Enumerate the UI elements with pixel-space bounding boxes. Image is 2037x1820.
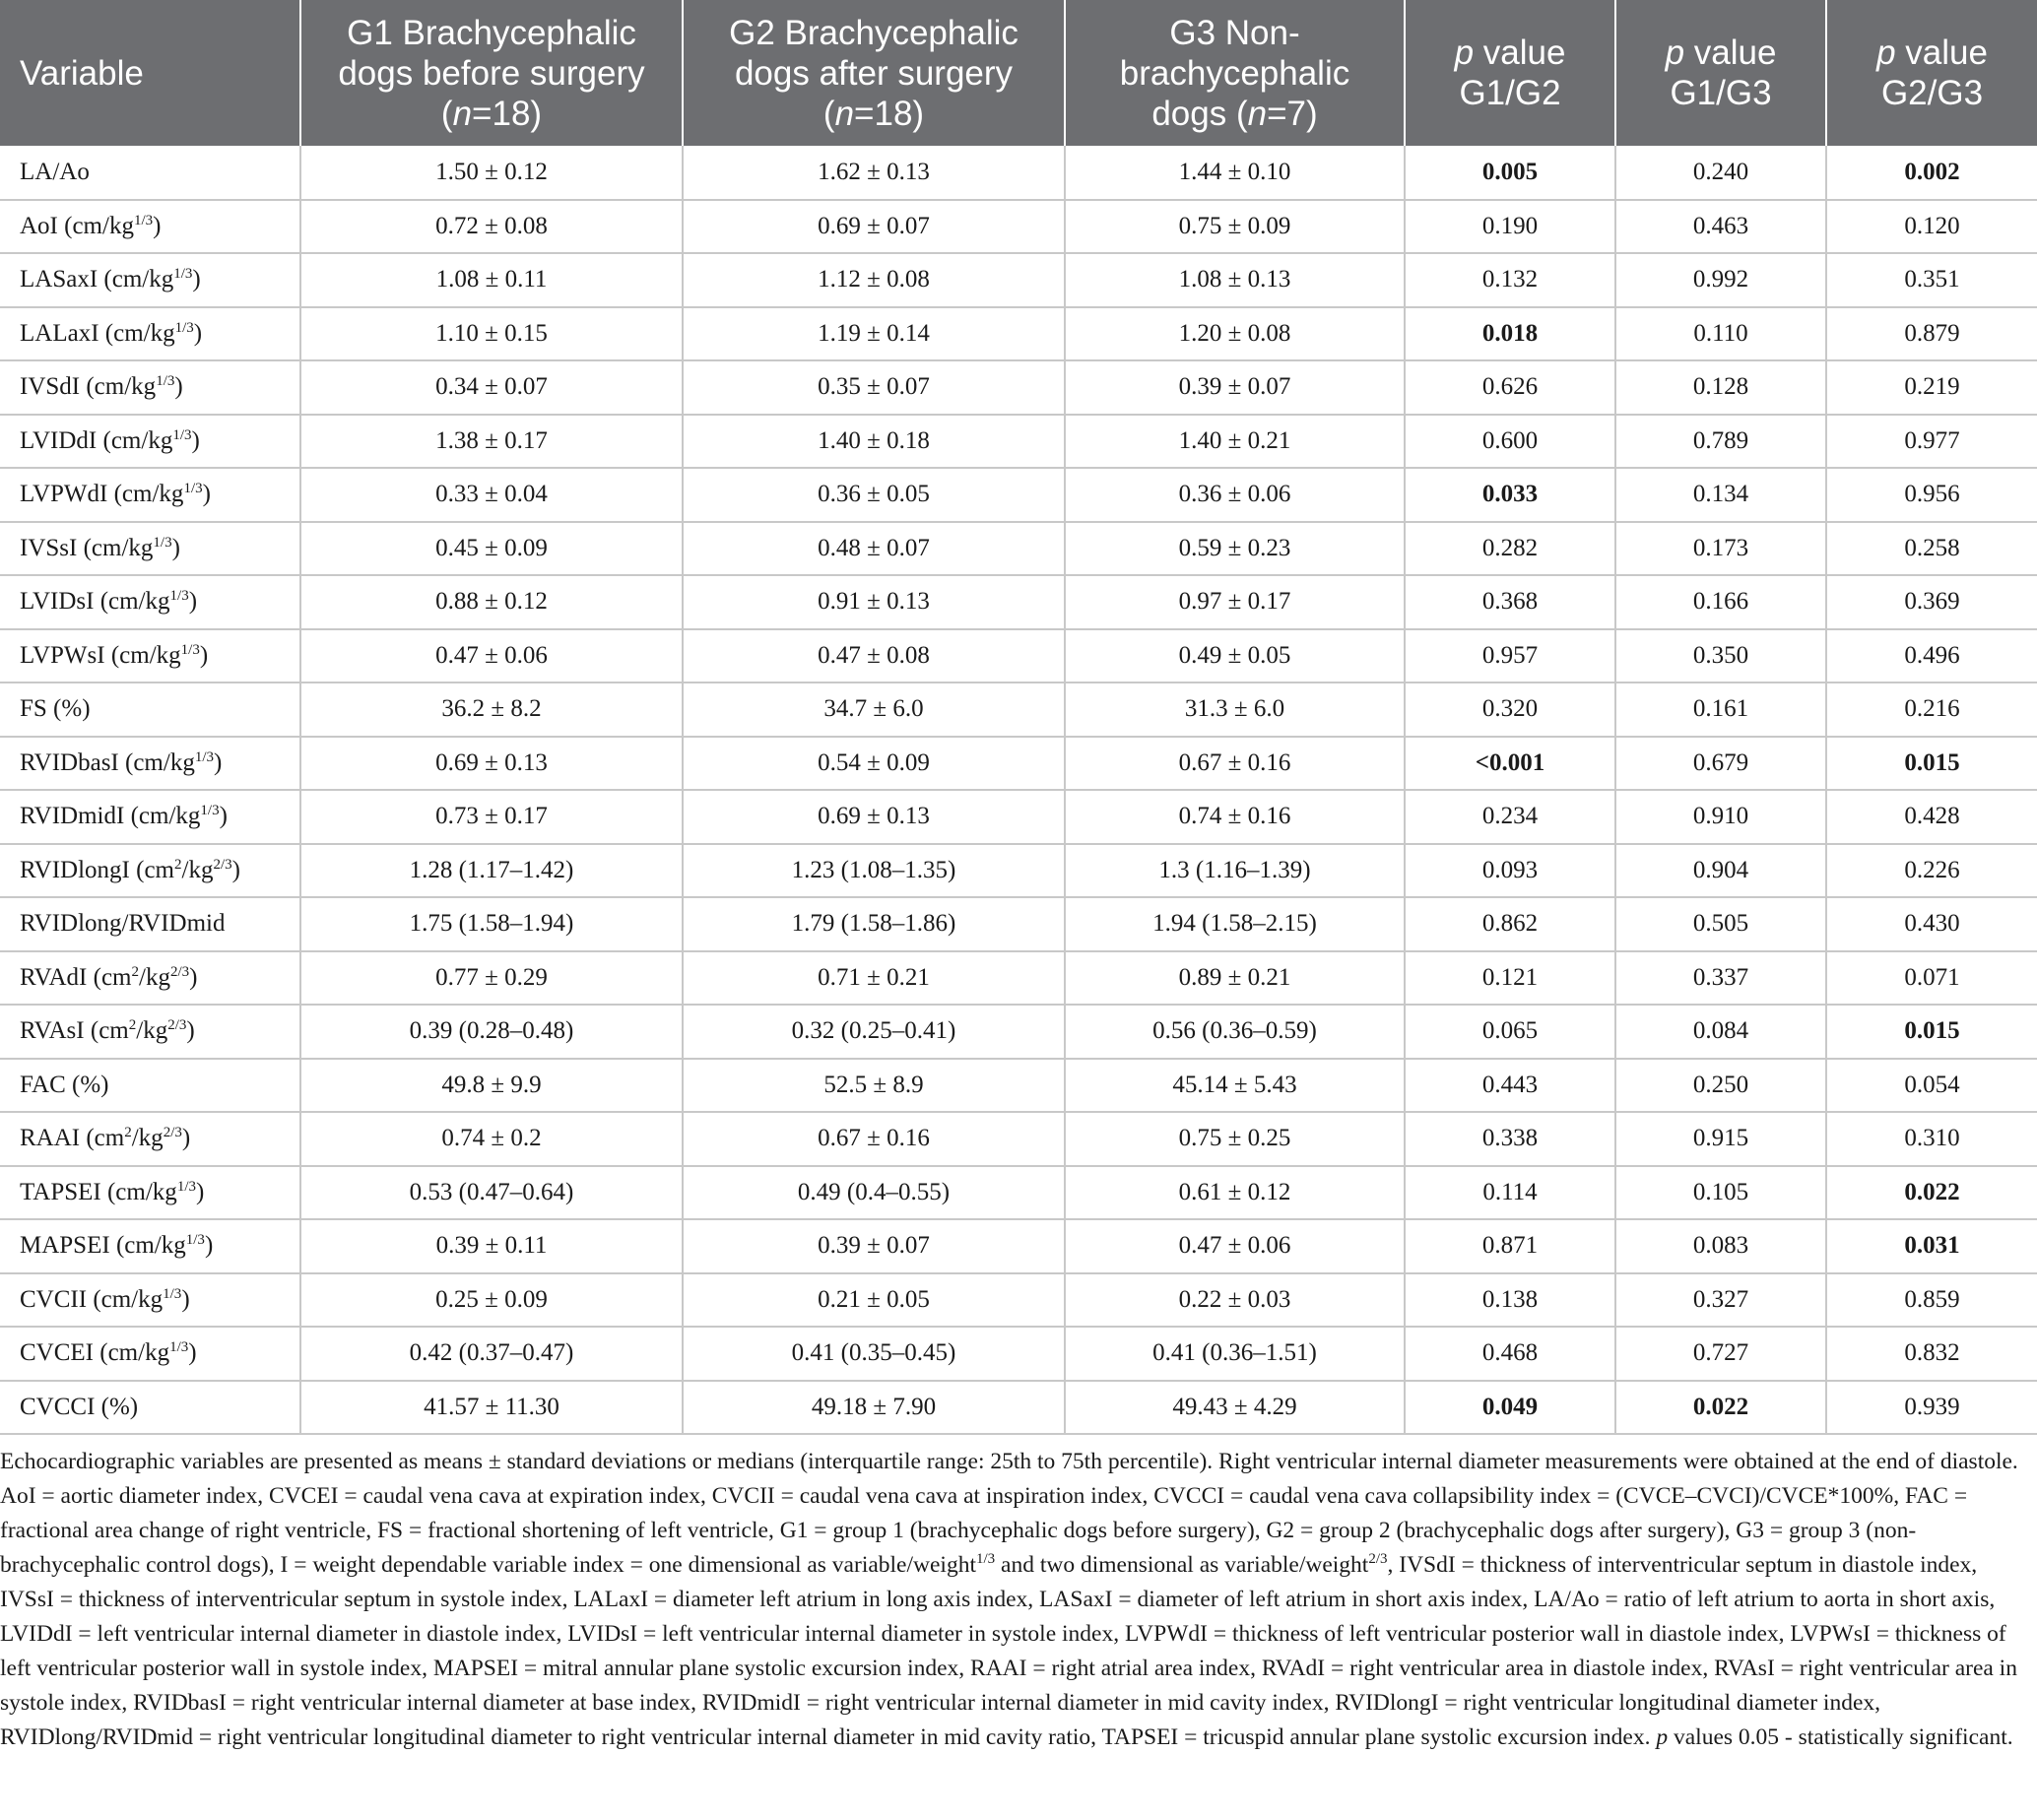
- table-row: [0, 253, 2037, 307]
- g3-value-cell: 1.08 ± 0.13: [1065, 253, 1405, 307]
- table-body: [0, 146, 2037, 1434]
- variable-cell: LA/Ao: [0, 146, 300, 200]
- g2-value-cell: 0.41 (0.35–0.45): [683, 1327, 1065, 1381]
- p-g1-g2-cell: 0.005: [1405, 146, 1615, 200]
- p-g1-g3-cell: 0.240: [1615, 146, 1826, 200]
- table-row: [0, 682, 2037, 737]
- p-g1-g2-cell: 0.626: [1405, 360, 1615, 415]
- table-row: [0, 522, 2037, 576]
- g3-value-cell: 0.75 ± 0.25: [1065, 1112, 1405, 1166]
- header-variable: Variable: [0, 0, 300, 146]
- g2-value-cell: 0.49 (0.4–0.55): [683, 1166, 1065, 1220]
- g3-value-cell: 1.94 (1.58–2.15): [1065, 897, 1405, 951]
- g1-value-cell: 0.34 ± 0.07: [300, 360, 683, 415]
- p-g1-g2-cell: 0.121: [1405, 951, 1615, 1006]
- g2-value-cell: 0.39 ± 0.07: [683, 1219, 1065, 1273]
- g1-value-cell: 0.88 ± 0.12: [300, 575, 683, 629]
- p-g1-g2-cell: 0.132: [1405, 253, 1615, 307]
- p-g1-g2-cell: 0.862: [1405, 897, 1615, 951]
- header-p-g1-g2: p value G1/G2: [1405, 0, 1615, 146]
- p-g2-g3-cell: 0.015: [1826, 1005, 2037, 1059]
- g2-value-cell: 0.35 ± 0.07: [683, 360, 1065, 415]
- p-g1-g2-cell: 0.600: [1405, 415, 1615, 469]
- g1-value-cell: 0.74 ± 0.2: [300, 1112, 683, 1166]
- table-row: [0, 146, 2037, 200]
- p-g1-g2-cell: 0.443: [1405, 1059, 1615, 1113]
- p-g2-g3-cell: 0.031: [1826, 1219, 2037, 1273]
- g2-value-cell: 0.71 ± 0.21: [683, 951, 1065, 1006]
- variable-cell: LVIDdI $(cm/kg^{1/3})$: [0, 415, 300, 469]
- g1-value-cell: 1.28 (1.17–1.42): [300, 844, 683, 898]
- p-g1-g3-cell: 0.084: [1615, 1005, 1826, 1059]
- p-g2-g3-cell: 0.310: [1826, 1112, 2037, 1166]
- g3-value-cell: 0.41 (0.36–1.51): [1065, 1327, 1405, 1381]
- p-g1-g2-cell: 0.871: [1405, 1219, 1615, 1273]
- p-g2-g3-cell: 0.832: [1826, 1327, 2037, 1381]
- table-row: [0, 951, 2037, 1006]
- p-g1-g3-cell: 0.505: [1615, 897, 1826, 951]
- table-footnote: Echocardiographic variables are presented as means ± standard deviations or medians (interquartile range: 25th to 75th percentile). Right ventricular internal diameter measurements were obtained at the end of diastole. AoI = aortic diameter index, CVCEI = caudal vena cava at expiration index, CVCII = caudal vena cava at inspiration index, CVCCI = caudal vena cava collapsibility index = (CVCE–CVCI)/CVCE*100%, FAC = fractional area change of right ventricle, FS = fractional shortening of left ventricle, G1 = group 1 (brachycephalic dogs before surgery), G2 = group 2 (brachycephalic dogs after surgery), G3 = group 3 (non-brachycephalic control dogs), I = weight dependable variable index = one dimensional as variable/weight$^{1/3}$ and two dimensional as variable/weight$^{2/3}$, IVSdI = thickness of interventricular septum in diastole index, IVSsI = thickness of interventricular septum in systole index, LALaxI = diameter left atrium in long axis index, LASaxI = diameter of left atrium in short axis index, LA/Ao = ratio of left atrium to aorta in short axis, LVIDdI = left ventricular internal diameter in diastole index, LVIDsI = left ventricular internal diameter in systole index, LVPWdI = thickness of left ventricular posterior wall in diastole index, LVPWsI = thickness of left ventricular posterior wall in systole index, MAPSEI = mitral annular plane systolic excursion index, RAAI = right atrial area index, RVAdI = right ventricular area in diastole index, RVAsI = right ventricular area in systole index, RVIDbasI = right ventricular internal diameter at base index, RVIDmidI = right ventricular internal diameter in mid cavity index, RVIDlongI = right ventricular longitudinal diameter index, RVIDlong/RVIDmid = right ventricular longitudinal diameter to right ventricular internal diameter in mid cavity ratio, TAPSEI = tricuspid annular plane systolic excursion index. p values 0.05 - statistically significant.: [0, 1449, 2018, 1750]
- g1-value-cell: 0.33 ± 0.04: [300, 468, 683, 522]
- p-g2-g3-cell: 0.939: [1826, 1381, 2037, 1435]
- p-g2-g3-cell: 0.219: [1826, 360, 2037, 415]
- g3-value-cell: 1.40 ± 0.21: [1065, 415, 1405, 469]
- p-g1-g3-cell: 0.166: [1615, 575, 1826, 629]
- p-g1-g2-cell: 0.368: [1405, 575, 1615, 629]
- g1-value-cell: 0.39 (0.28–0.48): [300, 1005, 683, 1059]
- g3-value-cell: 0.61 ± 0.12: [1065, 1166, 1405, 1220]
- p-g1-g3-cell: 0.083: [1615, 1219, 1826, 1273]
- g2-value-cell: 1.79 (1.58–1.86): [683, 897, 1065, 951]
- p-g1-g2-cell: 0.138: [1405, 1273, 1615, 1328]
- header-p-g2-g3: p value G2/G3: [1826, 0, 2037, 146]
- variable-cell: RAAI $(cm^2/kg^{2/3})$: [0, 1112, 300, 1166]
- p-g1-g2-cell: <0.001: [1405, 737, 1615, 791]
- g1-value-cell: 0.45 ± 0.09: [300, 522, 683, 576]
- table-row: [0, 1059, 2037, 1113]
- g2-value-cell: 0.36 ± 0.05: [683, 468, 1065, 522]
- p-g1-g3-cell: 0.110: [1615, 307, 1826, 361]
- p-g2-g3-cell: 0.120: [1826, 200, 2037, 254]
- p-g1-g3-cell: 0.173: [1615, 522, 1826, 576]
- p-g2-g3-cell: 0.430: [1826, 897, 2037, 951]
- g2-value-cell: 0.67 ± 0.16: [683, 1112, 1065, 1166]
- p-g1-g3-cell: 0.134: [1615, 468, 1826, 522]
- variable-cell: RVAdI $(cm^2/kg^{2/3})$: [0, 951, 300, 1006]
- p-g2-g3-cell: 0.496: [1826, 629, 2037, 683]
- p-g1-g2-cell: 0.065: [1405, 1005, 1615, 1059]
- p-g2-g3-cell: 0.226: [1826, 844, 2037, 898]
- variable-cell: CVCCI (%): [0, 1381, 300, 1435]
- p-g2-g3-cell: 0.071: [1826, 951, 2037, 1006]
- g2-value-cell: 0.69 ± 0.07: [683, 200, 1065, 254]
- p-g2-g3-cell: 0.002: [1826, 146, 2037, 200]
- g3-value-cell: 1.44 ± 0.10: [1065, 146, 1405, 200]
- p-g1-g2-cell: 0.018: [1405, 307, 1615, 361]
- g2-value-cell: 0.54 ± 0.09: [683, 737, 1065, 791]
- g3-value-cell: 0.56 (0.36–0.59): [1065, 1005, 1405, 1059]
- header-p-g1-g3: p value G1/G3: [1615, 0, 1826, 146]
- p-g1-g3-cell: 0.463: [1615, 200, 1826, 254]
- variable-cell: FS (%): [0, 682, 300, 737]
- p-g1-g3-cell: 0.789: [1615, 415, 1826, 469]
- g1-value-cell: 0.72 ± 0.08: [300, 200, 683, 254]
- variable-cell: RVIDlongI $(cm^2/kg^{2/3})$: [0, 844, 300, 898]
- variable-cell: LVPWsI $(cm/kg^{1/3})$: [0, 629, 300, 683]
- table-row: [0, 468, 2037, 522]
- p-g2-g3-cell: 0.054: [1826, 1059, 2037, 1113]
- table-row: [0, 790, 2037, 844]
- variable-cell: CVCEI $(cm/kg^{1/3})$: [0, 1327, 300, 1381]
- g1-value-cell: 41.57 ± 11.30: [300, 1381, 683, 1435]
- g1-value-cell: 1.38 ± 0.17: [300, 415, 683, 469]
- p-g1-g2-cell: 0.320: [1405, 682, 1615, 737]
- table-row: [0, 360, 2037, 415]
- p-g1-g2-cell: 0.114: [1405, 1166, 1615, 1220]
- table-row: [0, 1327, 2037, 1381]
- g1-value-cell: 0.25 ± 0.09: [300, 1273, 683, 1328]
- p-g1-g2-cell: 0.093: [1405, 844, 1615, 898]
- g2-value-cell: 0.91 ± 0.13: [683, 575, 1065, 629]
- p-g2-g3-cell: 0.216: [1826, 682, 2037, 737]
- g3-value-cell: 0.75 ± 0.09: [1065, 200, 1405, 254]
- p-g1-g3-cell: 0.128: [1615, 360, 1826, 415]
- table-row: [0, 415, 2037, 469]
- g1-value-cell: 0.42 (0.37–0.47): [300, 1327, 683, 1381]
- p-g1-g3-cell: 0.992: [1615, 253, 1826, 307]
- p-g1-g2-cell: 0.338: [1405, 1112, 1615, 1166]
- variable-cell: LVPWdI $(cm/kg^{1/3})$: [0, 468, 300, 522]
- table-row: [0, 200, 2037, 254]
- p-g2-g3-cell: 0.369: [1826, 575, 2037, 629]
- table-row: [0, 307, 2037, 361]
- g2-value-cell: 1.62 ± 0.13: [683, 146, 1065, 200]
- g1-value-cell: 0.53 (0.47–0.64): [300, 1166, 683, 1220]
- g2-value-cell: 1.19 ± 0.14: [683, 307, 1065, 361]
- g3-value-cell: 0.89 ± 0.21: [1065, 951, 1405, 1006]
- g1-value-cell: 36.2 ± 8.2: [300, 682, 683, 737]
- g3-value-cell: 0.49 ± 0.05: [1065, 629, 1405, 683]
- table-row: [0, 1381, 2037, 1435]
- variable-cell: RVAsI $(cm^2/kg^{2/3})$: [0, 1005, 300, 1059]
- g1-value-cell: 1.08 ± 0.11: [300, 253, 683, 307]
- p-g1-g3-cell: 0.022: [1615, 1381, 1826, 1435]
- g1-value-cell: 49.8 ± 9.9: [300, 1059, 683, 1113]
- table-row: [0, 1273, 2037, 1328]
- g3-value-cell: 0.67 ± 0.16: [1065, 737, 1405, 791]
- p-g1-g3-cell: 0.250: [1615, 1059, 1826, 1113]
- p-g2-g3-cell: 0.428: [1826, 790, 2037, 844]
- g2-value-cell: 1.23 (1.08–1.35): [683, 844, 1065, 898]
- g1-value-cell: 0.73 ± 0.17: [300, 790, 683, 844]
- p-g1-g2-cell: 0.957: [1405, 629, 1615, 683]
- variable-cell: CVCII $(cm/kg^{1/3})$: [0, 1273, 300, 1328]
- table-row: [0, 844, 2037, 898]
- p-g2-g3-cell: 0.859: [1826, 1273, 2037, 1328]
- p-g2-g3-cell: 0.351: [1826, 253, 2037, 307]
- p-g1-g2-cell: 0.190: [1405, 200, 1615, 254]
- g2-value-cell: 0.69 ± 0.13: [683, 790, 1065, 844]
- g2-value-cell: 0.21 ± 0.05: [683, 1273, 1065, 1328]
- variable-cell: MAPSEI $(cm/kg^{1/3})$: [0, 1219, 300, 1273]
- table-row: [0, 1005, 2037, 1059]
- p-g1-g3-cell: 0.350: [1615, 629, 1826, 683]
- g3-value-cell: 45.14 ± 5.43: [1065, 1059, 1405, 1113]
- g2-value-cell: 52.5 ± 8.9: [683, 1059, 1065, 1113]
- g1-value-cell: 0.39 ± 0.11: [300, 1219, 683, 1273]
- g2-value-cell: 49.18 ± 7.90: [683, 1381, 1065, 1435]
- p-g1-g3-cell: 0.727: [1615, 1327, 1826, 1381]
- variable-cell: IVSdI $(cm/kg^{1/3})$: [0, 360, 300, 415]
- p-g2-g3-cell: 0.956: [1826, 468, 2037, 522]
- p-g1-g2-cell: 0.033: [1405, 468, 1615, 522]
- variable-cell: LVIDsI $(cm/kg^{1/3})$: [0, 575, 300, 629]
- p-g2-g3-cell: 0.879: [1826, 307, 2037, 361]
- g2-value-cell: 34.7 ± 6.0: [683, 682, 1065, 737]
- g3-value-cell: 0.59 ± 0.23: [1065, 522, 1405, 576]
- g1-value-cell: 1.50 ± 0.12: [300, 146, 683, 200]
- g3-value-cell: 0.97 ± 0.17: [1065, 575, 1405, 629]
- p-g1-g2-cell: 0.468: [1405, 1327, 1615, 1381]
- g3-value-cell: 1.20 ± 0.08: [1065, 307, 1405, 361]
- p-g1-g2-cell: 0.234: [1405, 790, 1615, 844]
- g2-value-cell: 0.47 ± 0.08: [683, 629, 1065, 683]
- variable-cell: RVIDmidI $(cm/kg^{1/3})$: [0, 790, 300, 844]
- p-g1-g3-cell: 0.327: [1615, 1273, 1826, 1328]
- p-g1-g3-cell: 0.679: [1615, 737, 1826, 791]
- variable-cell: FAC (%): [0, 1059, 300, 1113]
- header-g2: G2 Brachycephalic dogs after surgery (n=18): [683, 0, 1065, 146]
- header-g1: G1 Brachycephalic dogs before surgery (n=18): [300, 0, 683, 146]
- variable-cell: RVIDlong/RVIDmid: [0, 897, 300, 951]
- table-row: [0, 629, 2037, 683]
- p-g1-g3-cell: 0.161: [1615, 682, 1826, 737]
- g1-value-cell: 0.47 ± 0.06: [300, 629, 683, 683]
- g1-value-cell: 0.69 ± 0.13: [300, 737, 683, 791]
- table-row: [0, 575, 2037, 629]
- p-g1-g3-cell: 0.915: [1615, 1112, 1826, 1166]
- header-g3: G3 Non- brachycephalic dogs (n=7): [1065, 0, 1405, 146]
- variable-cell: RVIDbasI $(cm/kg^{1/3})$: [0, 737, 300, 791]
- variable-cell: LASaxI $(cm/kg^{1/3})$: [0, 253, 300, 307]
- g2-value-cell: 1.40 ± 0.18: [683, 415, 1065, 469]
- table-row: [0, 1166, 2037, 1220]
- g3-value-cell: 0.39 ± 0.07: [1065, 360, 1405, 415]
- p-g1-g3-cell: 0.904: [1615, 844, 1826, 898]
- g3-value-cell: 31.3 ± 6.0: [1065, 682, 1405, 737]
- p-g1-g3-cell: 0.105: [1615, 1166, 1826, 1220]
- g1-value-cell: 1.75 (1.58–1.94): [300, 897, 683, 951]
- p-g2-g3-cell: 0.015: [1826, 737, 2037, 791]
- variable-cell: IVSsI $(cm/kg^{1/3})$: [0, 522, 300, 576]
- g1-value-cell: 0.77 ± 0.29: [300, 951, 683, 1006]
- g3-value-cell: 0.47 ± 0.06: [1065, 1219, 1405, 1273]
- p-g2-g3-cell: 0.977: [1826, 415, 2037, 469]
- p-g1-g2-cell: 0.049: [1405, 1381, 1615, 1435]
- g3-value-cell: 0.36 ± 0.06: [1065, 468, 1405, 522]
- variable-cell: LALaxI $(cm/kg^{1/3})$: [0, 307, 300, 361]
- table-row: [0, 1219, 2037, 1273]
- variable-cell: TAPSEI $(cm/kg^{1/3})$: [0, 1166, 300, 1220]
- g2-value-cell: 0.32 (0.25–0.41): [683, 1005, 1065, 1059]
- g3-value-cell: 49.43 ± 4.29: [1065, 1381, 1405, 1435]
- p-g1-g2-cell: 0.282: [1405, 522, 1615, 576]
- g1-value-cell: 1.10 ± 0.15: [300, 307, 683, 361]
- g2-value-cell: 0.48 ± 0.07: [683, 522, 1065, 576]
- table-row: [0, 897, 2037, 951]
- g3-value-cell: 0.22 ± 0.03: [1065, 1273, 1405, 1328]
- p-g1-g3-cell: 0.910: [1615, 790, 1826, 844]
- p-g2-g3-cell: 0.258: [1826, 522, 2037, 576]
- g2-value-cell: 1.12 ± 0.08: [683, 253, 1065, 307]
- p-g2-g3-cell: 0.022: [1826, 1166, 2037, 1220]
- g3-value-cell: 0.74 ± 0.16: [1065, 790, 1405, 844]
- p-g1-g3-cell: 0.337: [1615, 951, 1826, 1006]
- table-row: [0, 1112, 2037, 1166]
- table-header: [0, 0, 2037, 146]
- g3-value-cell: 1.3 (1.16–1.39): [1065, 844, 1405, 898]
- table-row: [0, 737, 2037, 791]
- variable-cell: AoI $(cm/kg^{1/3})$: [0, 200, 300, 254]
